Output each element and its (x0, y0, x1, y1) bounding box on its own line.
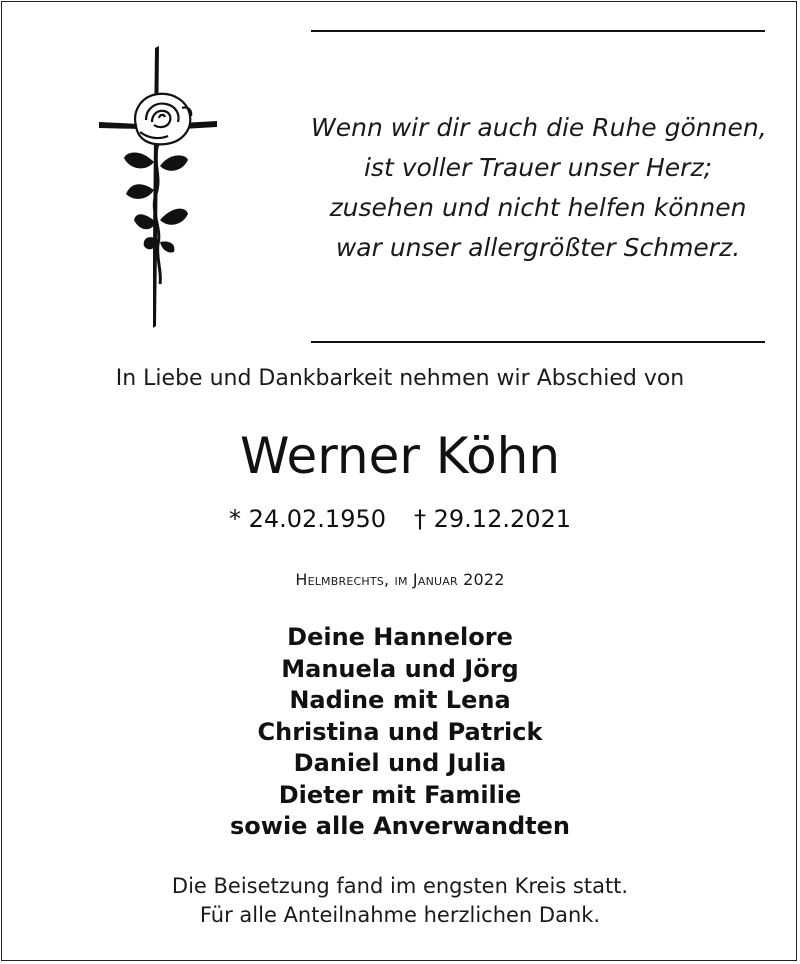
deceased-name: Werner Köhn (239, 427, 561, 485)
birth-date: * 24.02.1950 (228, 505, 386, 533)
death-date: † 29.12.2021 (414, 505, 572, 533)
cross-with-rose-icon (96, 44, 220, 328)
mourner-line: Nadine mit Lena (289, 686, 511, 714)
mourner-line: sowie alle Anverwandten (230, 812, 570, 840)
poem (311, 108, 765, 268)
closing-line: Die Beisetzung fand im engsten Kreis statt. (171, 874, 629, 898)
bottom-divider (311, 341, 765, 343)
mourner-line: Daniel und Julia (293, 749, 507, 777)
poem-line: ist voller Trauer unser Herz; (363, 153, 712, 182)
life-dates (0, 505, 800, 533)
poem-line: Wenn wir dir auch die Ruhe gönnen, (311, 113, 767, 142)
intro-text: In Liebe und Dankbarkeit nehmen wir Abschied von (115, 366, 685, 391)
closing-notice (0, 872, 800, 930)
mourners-list (0, 622, 800, 843)
poem-line: zusehen und nicht helfen können (329, 193, 747, 222)
mourner-line: Dieter mit Familie (278, 780, 522, 809)
poem-line: war unser allergrößter Schmerz. (335, 233, 741, 262)
mourner-line: Manuela und Jörg (281, 654, 519, 683)
mourner-line: Christina und Patrick (257, 717, 543, 746)
top-divider (311, 30, 765, 32)
closing-line: Für alle Anteilnahme herzlichen Dank. (199, 903, 601, 927)
mourner-line: Deine Hannelore (287, 623, 513, 651)
place-and-date: Helmbrechts, im Januar 2022 (295, 570, 505, 589)
